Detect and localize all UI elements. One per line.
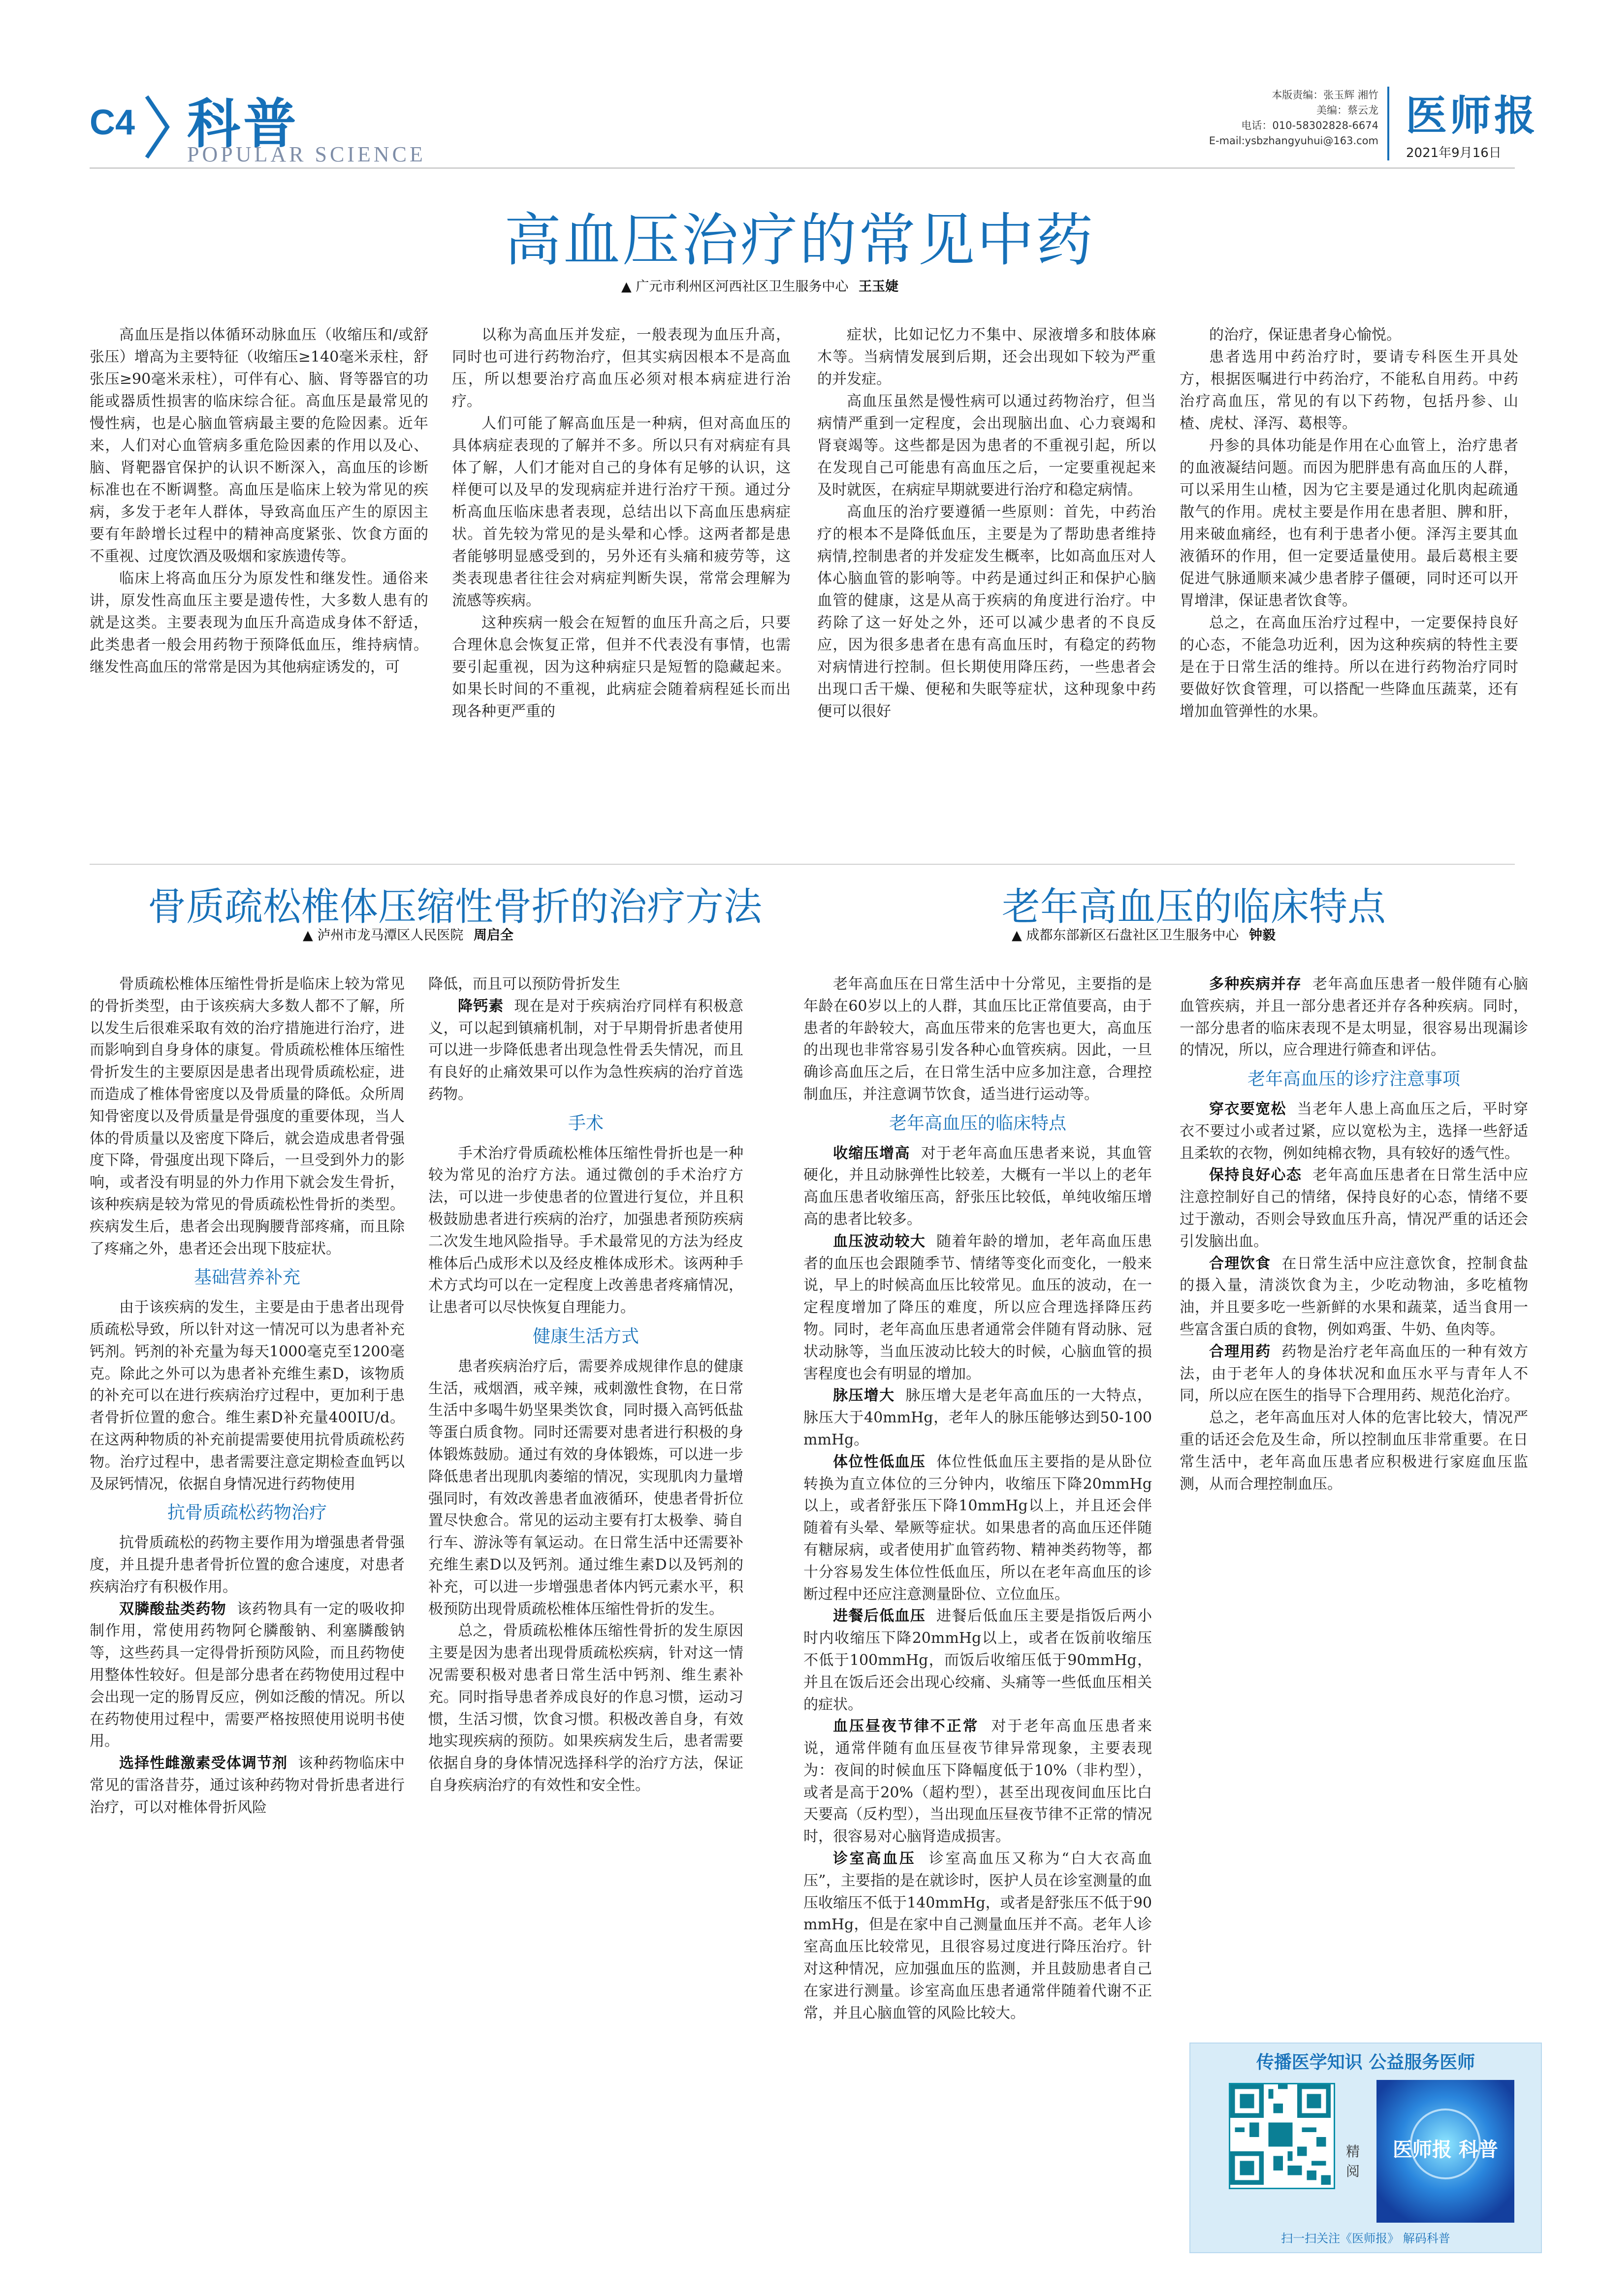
byline-org: ▲ 成都东部新区石盘社区卫生服务中心 [1012,928,1239,943]
paragraph-text: 该药物具有一定的吸收抑制作用，常使用药物阿仑膦酸钠、利塞膦酸钠等，这些药具一定得骨折预防风险，而且药物使用整体性较好。但是部分患者在药物使用过程中会出现一定的肠胃反应，例如泛酸的情况。所以在药物使用过程中，需要严格按照使用说明书使用。 [90,1600,405,1750]
lead-term: 选择性雌激素受体调节剂 [119,1755,288,1772]
paragraph [803,1385,1152,1451]
lead-term: 血压波动较大 [833,1232,926,1250]
paragraph: 降低，而且可以预防骨折发生 [428,975,620,993]
lead-term: 多种疾病并存 [1209,975,1302,993]
byline-author: 王玉婕 [858,279,898,294]
subheading: 老年高血压的诊疗注意事项 [1247,1069,1460,1090]
article3-title: 老年高血压的临床特点 [1002,885,1386,929]
paragraph [90,1599,405,1753]
paragraph-text: 诊室高血压又称为“白大衣高血压”，主要指的是在就诊时，医护人员在诊室测量的血压收缩压不低于140mmHg，或者是舒张压不低于90mmHg，但是在家中自己测量血压并不高。老年人诊室高血压比较常见，且很容易过度进行降压治疗。针对这种情况，应加强血压的监测，并且鼓励患者自己在家进行测量。诊室高血压患者通常伴随着代谢不正常，并且心脑血管的风险比较大。 [803,1850,1152,2022]
paragraph: 症状，比如记忆力不集中、尿液增多和肢体麻木等。当病情发展到后期，还会出现如下较为严重的并发症。 [817,326,1156,388]
paragraph-text: 对于老年高血压患者来说，通常伴随有血压昼夜节律异常现象，主要表现为：夜间的时候血压下降幅度低于10%（非杓型），或者是高于20%（超杓型），甚至出现夜间血压比白天要高（反杓型），当出现血压昼夜节律不正常的情况时，很容易对心脑肾造成损害。 [803,1718,1152,1846]
article2-title: 骨质疏松椎体压缩性骨折的治疗方法 [148,885,763,929]
paragraph-text: 体位性低血压主要指的是从卧位转换为直立体位的三分钟内，收缩压下降20mmHg以上，或者舒张压下降10mmHg以上，并且还会伴随着有头晕、晕厥等症状。如果患者的高血压还伴随有糖尿病，或者使用扩血管药物、精神类药物等，都十分容易发生体位性低血压，所以在老年高血压的诊断过程中还应注意测量卧位、立位血压。 [803,1453,1152,1603]
paragraph-text: 现在是对于疾病治疗同样有积极意义，可以起到镇痛机制，对于早期骨折患者使用可以进一步降低患者出现急性骨丢失情况，而且有良好的止痛效果可以作为急性疾病的治疗首选药物。 [428,997,743,1103]
paragraph-text: 随着年龄的增加，老年高血压患者的血压也会跟随季节、情绪等变化而变化，一般来说，早上的时候高血压比较常见。血压的波动，在一定程度增加了降压的难度，所以应合理选择降压药物。同时，老年高血压患者通常会伴随有肾动脉、冠状动脉等，当血压波动比较大的时候，心脑血管的损害程度也会有明显的增加。 [803,1232,1152,1383]
paragraph [90,1753,405,1819]
paragraph-text: 脉压增大是老年高血压的一大特点，脉压大于40mmHg，老年人的脉压能够达到50-100mmHg。 [803,1387,1152,1448]
paragraph [803,1716,1152,1848]
byline-org: ▲ 泸州市龙马潭区人民医院 [303,928,464,943]
promo-side-label: 精 阅 [1345,2143,1360,2179]
paragraph: 丹参的具体功能是作用在心血管上，治疗患者的血液凝结问题。而因为肥胖患有高血压的人群，可以采用生山楂，因为它主要是通过化肌肉起疏通散气的作用。虎杖主要是作用在患者胆、脾和肝，用来破血痛经，也有利于患者小便。泽泻主要其血液循环的作用，但一定要适量使用。最后葛根主要促进气脉通顺来减少患者脖子僵硬，同时还可以开胃增津，保证患者饮食等。 [1180,437,1518,609]
issue-date: 2021年9月16日 [1406,146,1502,160]
byline-org: ▲ 广元市利州区河西社区卫生服务中心 [621,279,849,294]
paragraph: 总之，老年高血压对人体的危害比较大，情况严重的话还会危及生命，所以控制血压非常重要。在日常生活中，老年高血压患者应积极进行家庭血压监测，从而合理控制血压。 [1180,1409,1528,1493]
paragraph: 抗骨质疏松的药物主要作用为增强患者骨强度，并且提升患者骨折位置的愈合速度，对患者疾病治疗有积极作用。 [90,1534,405,1596]
header-rule [90,167,1515,169]
editor-line: 电话：010-58302828-6674 [1241,120,1378,131]
paragraph-text: 老年高血压患者一般伴随有心脑血管疾病，并且一部分患者还并存各种疾病。同时，一部分患者的临床表现不是太明显，很容易出现漏诊的情况，所以，应合理进行筛查和评估。 [1180,975,1528,1059]
paragraph-text: 进餐后低血压主要是指饭后两小时内收缩压下降20mmHg以上，或者在饭前收缩压不低于100mmHg，而饭后收缩压低于90mmHg，并且在饭后还会出现心绞痛、头痛等一些低血压相关的症状。 [803,1607,1152,1713]
subheading: 基础营养补充 [193,1267,300,1288]
paragraph: 以称为高血压并发症，一般表现为血压升高，同时也可进行药物治疗，但其实病因根本不是高血压，所以想要治疗高血压必须对根本病症进行治疗。 [452,326,791,410]
lead-term: 合理用药 [1209,1343,1271,1360]
subheading: 老年高血压的临床特点 [889,1113,1066,1133]
article1-column-2 [452,324,791,855]
paragraph-text: 老年高血压患者在日常生活中应注意控制好自己的情绪，保持良好的心态，情绪不要过于激动，否则会导致血压升高，情况严重的话还会引发脑出血。 [1180,1166,1528,1250]
subheading: 健康生活方式 [532,1326,639,1347]
paragraph: 骨质疏松椎体压缩性骨折是临床上较为常见的骨折类型，由于该疾病大多数人都不了解，所以发生后很难采取有效的治疗措施进行治疗，进而影响到自身身体的康复。骨质疏松椎体压缩性骨折发生的主要原因是患者出现骨质疏松症，进而造成了椎体骨密度以及骨质量的降低。众所周知骨密度以及骨质量是骨强度的重要体现，当人体的骨质量以及密度下降后，就会造成患者骨强度下降，骨强度出现下降后，一旦受到外力的影响，或者没有明显的外力作用下就会发生骨折，该种疾病是较为常见的骨质疏松性骨折的类型。疾病发生后，患者会出现胸腰背部疼痛，而且除了疼痛之外，患者还会出现下肢症状。 [90,975,405,1258]
section-name-en: POPULAR SCIENCE [187,142,426,166]
paragraph: 人们可能了解高血压是一种病，但对高血压的具体病症表现的了解并不多。所以只有对病症有具体了解，人们才能对自己的身体有足够的认识，这样便可以及早的发现病症并进行治疗干预。通过分析高血压临床患者表现，总结出以下高血压患病症状。首先较为常见的是头晕和心悸。这两者都是患者能够明显感受到的，另外还有头痛和疲劳等，这类表现患者往往会对病症判断失误，常常会理解为流感等疾病。 [452,415,791,609]
article1-column-1 [90,324,428,855]
lead-term: 体位性低血压 [833,1453,926,1471]
paragraph [1180,974,1528,1062]
paragraph: 这种疾病一般会在短暂的血压升高之后，只要合理休息会恢复正常，但并不代表没有事情，也需要引起重视，因为这种病症只是短暂的隐藏起来。如果长时间的不重视，此病症会随着病程延长而出现各种更严重的 [452,614,791,720]
paragraph-text: 药物是治疗老年高血压的一种有效方法，由于老年人的身体状况和血压水平与青年人不同，所以应在医生的指导下合理用药、规范化治疗。 [1180,1343,1528,1405]
chevron-icon [143,93,172,161]
article1-byline [621,276,898,295]
paragraph: 患者疾病治疗后，需要养成规律作息的健康生活，戒烟酒，戒辛辣，戒刺激性食物，在日常生活中多喝牛奶坚果类饮食，同时摄入高钙低盐等蛋白质食物。同时还需要对患者进行积极的身体锻炼鼓励。通过有效的身体锻炼，可以进一步降低患者出现肌肉萎缩的情况，实现肌肉力量增强同时，有效改善患者血液循环，使患者骨折位置尽快愈合。常见的运动主要有打太极拳、骑自行车、游泳等有氧运动。在日常生活中还需要补充维生素D以及钙剂。通过维生素D以及钙剂的补充，可以进一步增强患者体内钙元素水平，积极预防出现骨质疏松椎体压缩性骨折的发生。 [428,1357,743,1618]
paragraph [803,1848,1152,2024]
paragraph: 高血压虽然是慢性病可以通过药物治疗，但当病情严重到一定程度，会出现脑出血、心力衰竭和肾衰竭等。这些都是因为患者的不重视引起，所以在发现自己可能患有高血压之后，一定要重视起来及时就医，在病症早期就要进行治疗和稳定病情。 [817,393,1156,499]
editor-line: 美编：蔡云龙 [1316,104,1378,116]
paragraph: 高血压的治疗要遵循一些原则：首先，中药治疗的根本不是降低血压，主要是为了帮助患者维持病情,控制患者的并发症发生概率，比如高血压对人体心脑血管的影响等。中药是通过纠正和保护心脑血管的健康，这是从高于疾病的角度进行治疗。中药除了这一好处之外，还可以减少患者的不良反应，因为很多患者在患有高血压时，有稳定的药物对病情进行控制。但长期使用降压药，一些患者会出现口舌干燥、便秘和失眠等症状，这种现象中药便可以很好 [817,503,1156,720]
article1-column-4 [1180,324,1518,855]
promo-poster [1376,2080,1514,2223]
paragraph [1180,1164,1528,1253]
article2-column-2 [428,974,743,2253]
paragraph: 患者选用中药治疗时，要请专科医生开具处方，根据医嘱进行中药治疗，不能私自用药。中药治疗高血压，常见的有以下药物，包括丹参、山楂、虎杖、泽泻、葛根等。 [1180,348,1518,432]
paragraph-text: 对于老年高血压患者来说，其血管硬化，并且动脉弹性比较差，大概有一半以上的老年高血压患者收缩压高，舒张压比较低，单纯收缩压增高的患者比较多。 [803,1144,1152,1228]
lead-term: 诊室高血压 [833,1850,916,1868]
paragraph: 老年高血压在日常生活中十分常见，主要指的是年龄在60岁以上的人群，其血压比正常值要高，由于患者的年龄较大，高血压带来的危害也更大，高血压的出现也非常容易引发各种心血管疾病。因此，一旦确诊高血压之后，在日常生活中应多加注意，合理控制血压，并注意调节饮食，适当进行运动等。 [803,975,1152,1103]
paragraph-text: 在日常生活中应注意饮食，控制食盐的摄入量，清淡饮食为主，少吃动物油，多吃植物油，并且要多吃一些新鲜的水果和蔬菜，适当食用一些富含蛋白质的食物，例如鸡蛋、牛奶、鱼肉等。 [1180,1255,1528,1338]
byline-author: 钟毅 [1248,928,1276,943]
byline-author: 周启全 [473,928,513,943]
paragraph [428,996,743,1106]
paragraph: 的治疗，保证患者身心愉悦。 [1209,326,1401,344]
paragraph-text: 当老年人患上高血压之后，平时穿衣不要过小或者过紧，应以宽松为主，选择一些舒适且柔软的衣物，例如纯棉衣物，具有较好的透气性。 [1180,1100,1528,1162]
article3-byline [1012,924,1276,944]
lead-term: 合理饮食 [1209,1255,1271,1272]
editor-info [1182,88,1378,149]
paragraph: 高血压是指以体循环动脉血压（收缩压和/或舒张压）增高为主要特征（收缩压≥140毫米汞柱，舒张压≥90毫米汞柱），可伴有心、脑、肾等器官的功能或器质性损害的临床综合征。高血压是最常见的慢性病，也是心脑血管病最主要的危险因素。近年来，人们对心血管病多重危险因素的作用以及心、脑、肾靶器官保护的认识不断深入，高血压的诊断标准也在不断调整。高血压是临床上较为常见的疾病，多发于老年人群体，导致高血压产生的原因主要有年龄增长过程中的精神高度紧张、饮食方面的不重视、过度饮酒及吸烟和家族遗传等。 [90,326,428,565]
lead-term: 脉压增大 [833,1387,895,1405]
masthead-logo: 医师报 [1406,91,1539,140]
lead-term: 收缩压增高 [833,1144,910,1162]
subheading: 抗骨质疏松药物治疗 [167,1503,327,1523]
article3-column-1 [803,974,1152,2253]
page-number: C4 [90,103,135,142]
paragraph-text: 该种药物临床中常见的雷洛昔芬，通过该种药物对骨折患者进行治疗，可以对椎体骨折风险 [90,1755,405,1816]
subheading: 手术 [568,1113,604,1133]
paragraph [1180,1253,1528,1341]
paragraph: 总之，骨质疏松椎体压缩性骨折的发生原因主要是因为患者出现骨质疏松疾病，针对这一情况需要积极对患者日常生活中钙剂、维生素补充。同时指导患者养成良好的作息习惯，运动习惯，生活习惯，饮食习惯。积极改善自身，有效地实现疾病的预防。如果疾病发生后，患者需要依据自身的身体情况选择科学的治疗方法，保证自身疾病治疗的有效性和安全性。 [428,1622,743,1794]
lead-term: 进餐后低血压 [833,1607,926,1625]
lead-term: 保持良好心态 [1209,1166,1302,1184]
paragraph [803,1231,1152,1385]
editor-email: E-mail:ysbzhangyuhui@163.com [1209,135,1378,147]
paragraph: 由于该疾病的发生，主要是由于患者出现骨质疏松导致，所以针对这一情况可以为患者补充钙剂。钙剂的补充量为每天1000毫克至1200毫克。除此之外可以为患者补充维生素D，该物质的补充可以在进行疾病治疗过程中，更加利于患者骨折位置的愈合。维生素D补充量400IU/d。在这两种物质的补充前提需要使用抗骨质疏松药物。治疗过程中，患者需要注意定期检查血钙以及尿钙情况，依据自身情况进行药物使用 [90,1299,405,1493]
paragraph [1180,1099,1528,1164]
article2-column-1 [90,974,405,2253]
lead-term: 血压昼夜节律不正常 [833,1718,979,1735]
paragraph: 临床上将高血压分为原发性和继发性。通俗来讲，原发性高血压主要是遗传性，大多数人患有的就是这类。主要表现为血压升高造成身体不舒适，此类患者一般会用药物于预降低血压，维持病情。继发性高血压的常常是因为其他病症诱发的，可 [90,570,428,676]
section-name: 科普 [187,94,300,155]
article3-column-2 [1180,974,1528,2032]
header-divider [1387,87,1389,160]
paragraph [803,1451,1152,1606]
promo-box [1189,2043,1542,2253]
article1-title: 高血压治疗的常见中药 [504,207,1095,274]
section-rule [90,864,1515,865]
paragraph [1180,1341,1528,1407]
paragraph [803,1143,1152,1231]
lead-term: 降钙素 [458,997,504,1015]
lead-term: 双膦酸盐类药物 [119,1600,226,1618]
paragraph: 总之，在高血压治疗过程中，一定要保持良好的心态，不能急功近利，因为这种疾病的特性主要是在于日常生活的维持。所以在进行药物治疗同时要做好饮食管理，可以搭配一些降血压蔬菜，还有增加血管弹性的水果。 [1180,614,1518,720]
paragraph [803,1605,1152,1716]
article1-column-3 [817,324,1156,855]
poster-title: 医师报 科普 [1393,2139,1498,2161]
promo-slogan: 传播医学知识 公益服务医师 [1256,2052,1475,2073]
article2-byline [303,924,513,944]
qr-code-icon[interactable] [1229,2083,1335,2189]
promo-cta: 扫一扫关注《医师报》 解码科普 [1281,2232,1450,2245]
editor-line: 本版责编：张玉辉 湘竹 [1272,89,1378,101]
paragraph: 手术治疗骨质疏松椎体压缩性骨折也是一种较为常见的治疗方法。通过微创的手术治疗方法，可以进一步使患者的位置进行复位，并且积极鼓励患者进行疾病的治疗，加强患者预防疾病二次发生地风险指导。手术最常见的方法为经皮椎体后凸成形术以及经皮椎体成形术。该两种手术方式均可以在一定程度上改善患者疼痛情况，让患者可以尽快恢复自理能力。 [428,1144,743,1317]
lead-term: 穿衣要宽松 [1209,1100,1286,1118]
